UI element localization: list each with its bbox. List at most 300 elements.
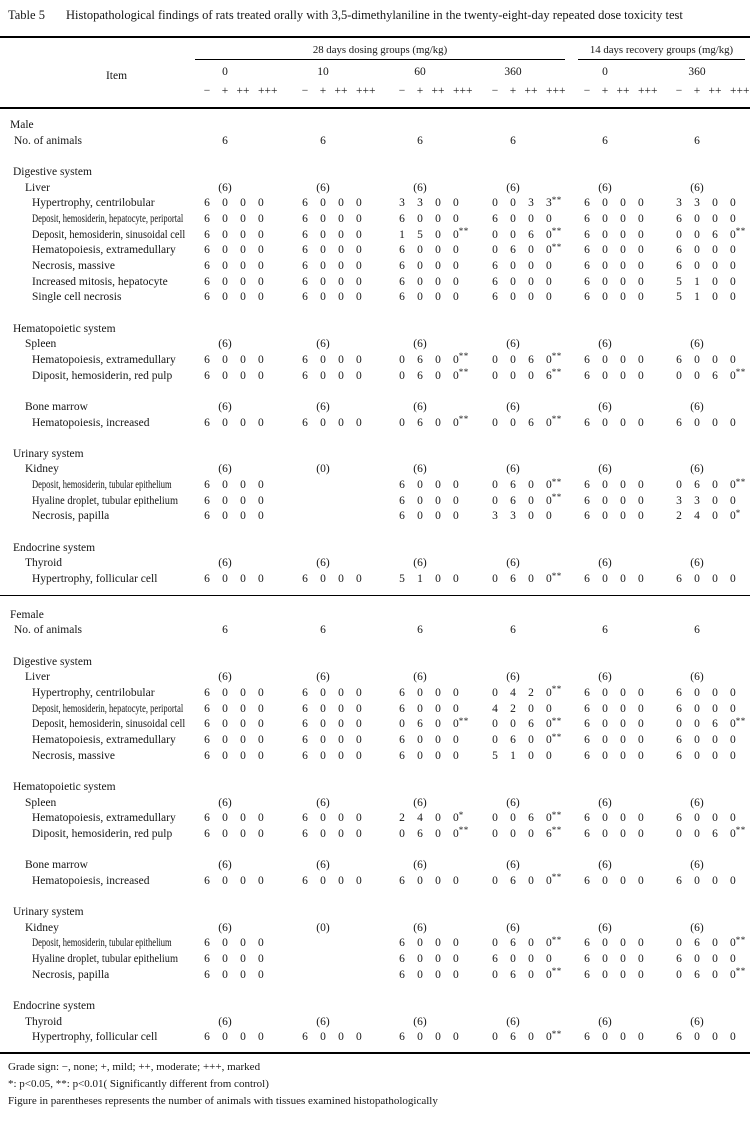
organ-name bbox=[0, 858, 195, 874]
no-of-animals-label bbox=[0, 623, 195, 639]
grade-count-cell: 0 bbox=[528, 874, 534, 887]
grade-count-cell: 6 bbox=[204, 353, 210, 366]
grade-count-cell: 0 bbox=[417, 734, 423, 746]
grade-count-cell: 0 bbox=[676, 827, 682, 840]
dose-header-group-2 bbox=[390, 65, 483, 82]
footnote-line: *: p<0.05, **: p<0.01( Significantly different from control) bbox=[8, 1078, 269, 1090]
grade-sign-header-row bbox=[195, 82, 750, 102]
grade-count-cell: 1 bbox=[694, 275, 700, 288]
finding-label bbox=[0, 275, 195, 291]
grade-count-cell: 6 bbox=[399, 874, 405, 887]
grade-count-cell: 0 bbox=[222, 494, 228, 507]
grade-count-cell: 0 bbox=[338, 749, 344, 762]
system-row bbox=[0, 655, 750, 671]
grade-count-cell: 6 bbox=[399, 275, 405, 288]
grade-count-cell: 0 bbox=[620, 874, 626, 887]
significance-stars: ** bbox=[735, 966, 746, 977]
grade-count-cell: 0 bbox=[620, 275, 626, 288]
grade-count-cell: 0 bbox=[528, 260, 534, 272]
finding-group-5 bbox=[667, 290, 750, 306]
row-label-text: Hematopoiesis, extramedullary bbox=[32, 812, 176, 825]
grade-count-cell: 0 bbox=[435, 718, 441, 731]
examined-count: (6) bbox=[316, 400, 330, 413]
grade-count-cell: 0* bbox=[730, 507, 741, 523]
grade-count-cell: 0 bbox=[492, 874, 498, 887]
finding-group-1 bbox=[293, 811, 390, 827]
grade-count-cell: 0 bbox=[712, 197, 718, 210]
grade-count-cell: 0 bbox=[453, 212, 459, 225]
grade-count-cell: 0 bbox=[620, 702, 626, 715]
grade-count-cell: 0** bbox=[730, 715, 746, 731]
examined-group-1 bbox=[293, 337, 390, 353]
grade-count-cell: 0 bbox=[492, 1031, 498, 1044]
system-name bbox=[0, 780, 195, 796]
animal-count-group-4 bbox=[575, 134, 667, 150]
grade-count-cell: 0 bbox=[492, 494, 498, 507]
grade-count-cell: 0 bbox=[620, 416, 626, 429]
grade-count-cell: 6 bbox=[584, 874, 590, 887]
grade-count-cell: 6 bbox=[399, 494, 405, 507]
finding-group-2 bbox=[390, 702, 483, 718]
grade-count-cell: 0 bbox=[602, 827, 608, 840]
grade-count-cell: 0 bbox=[222, 510, 228, 523]
examined-count: (6) bbox=[690, 921, 704, 934]
grade-count-cell: 0 bbox=[222, 734, 228, 746]
examined-count: (0) bbox=[316, 921, 330, 934]
grade-count-cell: 0 bbox=[602, 573, 608, 585]
grade-count-cell: 6 bbox=[528, 228, 534, 241]
grade-count-cell: 0 bbox=[492, 353, 498, 366]
finding-group-3 bbox=[483, 702, 575, 718]
grade-count-cell: 0 bbox=[528, 275, 534, 288]
grade-count-cell: 6 bbox=[204, 812, 210, 825]
finding-group-4 bbox=[575, 353, 667, 369]
grade-count-cell: 0 bbox=[240, 369, 246, 382]
examined-count: (6) bbox=[218, 921, 232, 934]
finding-label bbox=[0, 416, 195, 432]
grade-count-cell: 6 bbox=[302, 874, 308, 887]
finding-group-1 bbox=[293, 936, 390, 952]
grade-count-cell: 0 bbox=[258, 749, 264, 762]
finding-group-0 bbox=[195, 369, 293, 385]
grade-count-cell: 0 bbox=[356, 812, 362, 825]
significance-stars: ** bbox=[735, 476, 746, 487]
finding-row bbox=[0, 827, 750, 843]
dose-level: 0 bbox=[602, 66, 608, 78]
finding-group-2 bbox=[390, 936, 483, 952]
grade-count-cell: 0 bbox=[417, 1031, 423, 1044]
row-label-text: Deposit, hemosiderin, hepatocyte, periportal bbox=[32, 702, 184, 715]
grade-count-cell: 0 bbox=[258, 734, 264, 746]
significance-stars: ** bbox=[551, 492, 562, 503]
grade-count-cell: 0 bbox=[528, 937, 534, 950]
grade-count-cell: 0 bbox=[638, 1031, 644, 1044]
grade-count-cell: 6 bbox=[302, 197, 308, 210]
grade-count-cell: 0 bbox=[528, 479, 534, 492]
examined-group-2 bbox=[390, 921, 483, 937]
grade-count-cell: 0 bbox=[546, 212, 552, 225]
grade-count-cell: 0 bbox=[258, 212, 264, 225]
grade-count-cell: 6 bbox=[302, 260, 308, 272]
grade-count-cell: 6 bbox=[676, 416, 682, 429]
grade-count-cell: 0 bbox=[320, 197, 326, 210]
grade-count-cell: 0 bbox=[712, 812, 718, 825]
grade-count-cell: 0 bbox=[338, 197, 344, 210]
grade-count-cell: 0 bbox=[435, 874, 441, 887]
grade-count-cell: 0 bbox=[694, 573, 700, 585]
finding-group-3 bbox=[483, 228, 575, 244]
grade-count-cell: 0 bbox=[712, 874, 718, 887]
grade-count-cell: 0 bbox=[528, 1031, 534, 1044]
grade-count-cell: 0 bbox=[356, 212, 362, 225]
grade-count-cell: 0 bbox=[602, 718, 608, 731]
grade-count-cell: 0 bbox=[730, 244, 736, 257]
examined-group-3 bbox=[483, 462, 575, 478]
grade-count-cell: 0 bbox=[638, 416, 644, 429]
significance-stars: ** bbox=[551, 367, 562, 378]
grade-count-cell: 6 bbox=[204, 686, 210, 699]
grade-count-cell: 0 bbox=[356, 291, 362, 304]
grade-sign: ++ bbox=[431, 85, 445, 97]
grade-count-cell: 0 bbox=[320, 573, 326, 585]
grade-count-cell: 6 bbox=[492, 212, 498, 225]
finding-group-3 bbox=[483, 494, 575, 510]
grade-count-cell: 0 bbox=[320, 416, 326, 429]
grade-count-cell: 0 bbox=[694, 718, 700, 731]
grade-count-cell: 0 bbox=[320, 749, 326, 762]
grade-count-cell: 0 bbox=[338, 244, 344, 257]
row-label-text: Spleen bbox=[25, 796, 57, 809]
animal-count-group-0 bbox=[195, 623, 293, 639]
grade-count-cell: 6 bbox=[204, 244, 210, 257]
grade-count-cell: 1 bbox=[399, 228, 405, 241]
significance-stars: ** bbox=[551, 241, 562, 252]
system-name bbox=[0, 655, 195, 671]
examined-count: (6) bbox=[413, 463, 427, 476]
significance-stars: ** bbox=[735, 367, 746, 378]
grade-count-cell: 0 bbox=[435, 275, 441, 288]
grade-count-cell: 0 bbox=[712, 686, 718, 699]
grade-count-cell: 0 bbox=[712, 749, 718, 762]
grade-sign: +++ bbox=[258, 85, 278, 97]
grade-count-cell: 5 bbox=[417, 228, 423, 241]
grade-count-cell: 0 bbox=[620, 291, 626, 304]
grade-count-cell: 6 bbox=[584, 812, 590, 825]
grade-count-cell: 6 bbox=[302, 734, 308, 746]
grade-count-cell: 0 bbox=[222, 260, 228, 272]
sign-header-group-4 bbox=[575, 84, 667, 102]
grade-count-cell: 0 bbox=[712, 937, 718, 950]
grade-count-cell: 0 bbox=[258, 953, 264, 966]
finding-label bbox=[0, 702, 195, 718]
grade-count-cell: 0 bbox=[528, 212, 534, 225]
examined-count: (6) bbox=[506, 796, 520, 809]
significance-stars: ** bbox=[551, 715, 562, 726]
grade-count-cell: 0 bbox=[258, 260, 264, 272]
examined-count: (6) bbox=[413, 671, 427, 684]
grade-count-cell: 0 bbox=[453, 686, 459, 699]
examined-group-2 bbox=[390, 670, 483, 686]
grade-count-cell: 0 bbox=[240, 874, 246, 887]
grade-count-cell: 3 bbox=[694, 494, 700, 507]
grade-count-cell: 0 bbox=[694, 749, 700, 762]
grade-count-cell: 6 bbox=[204, 874, 210, 887]
grade-count-cell: 6 bbox=[492, 291, 498, 304]
significance-stars: ** bbox=[458, 351, 469, 362]
grade-count-cell: 6 bbox=[417, 416, 423, 429]
finding-group-2 bbox=[390, 290, 483, 306]
grade-count-cell: 0** bbox=[453, 351, 469, 366]
grade-count-cell: 0 bbox=[435, 228, 441, 241]
examined-count: (6) bbox=[218, 671, 232, 684]
examined-group-2 bbox=[390, 400, 483, 416]
grade-count-cell: 0 bbox=[399, 718, 405, 731]
grade-count-cell: 6 bbox=[417, 718, 423, 731]
grade-count-cell: 0 bbox=[258, 686, 264, 699]
finding-label bbox=[0, 874, 195, 890]
grade-count-cell: 6 bbox=[584, 275, 590, 288]
grade-count-cell: 0 bbox=[240, 244, 246, 257]
finding-label bbox=[0, 228, 195, 244]
finding-group-1 bbox=[293, 702, 390, 718]
grade-sign: − bbox=[398, 85, 406, 97]
grade-count-cell: 0** bbox=[453, 226, 469, 241]
finding-group-3 bbox=[483, 275, 575, 291]
grade-count-cell: 0 bbox=[492, 718, 498, 731]
grade-count-cell: 5 bbox=[492, 749, 498, 762]
grade-count-cell: 0 bbox=[338, 369, 344, 382]
finding-group-1 bbox=[293, 369, 390, 385]
grade-count-cell: 0 bbox=[602, 291, 608, 304]
examined-count: (6) bbox=[413, 557, 427, 570]
row-label-text: Endocrine system bbox=[13, 999, 96, 1012]
grade-sign: ++ bbox=[236, 85, 250, 97]
examined-count: (6) bbox=[690, 400, 704, 413]
finding-group-3 bbox=[483, 509, 575, 525]
grade-count-cell: 6 bbox=[584, 291, 590, 304]
grade-count-cell: 6 bbox=[528, 718, 534, 731]
grade-count-cell: 0 bbox=[356, 573, 362, 585]
grade-count-cell: 0 bbox=[546, 260, 552, 272]
grade-count-cell: 6 bbox=[204, 749, 210, 762]
grade-count-cell: 0 bbox=[528, 749, 534, 762]
grade-count-cell: 6 bbox=[676, 212, 682, 225]
grade-count-cell: 0* bbox=[453, 809, 464, 825]
grade-count-cell: 0 bbox=[492, 827, 498, 840]
significance-stars: ** bbox=[551, 809, 562, 820]
grade-count-cell: 0 bbox=[320, 228, 326, 241]
grade-count-cell: 6 bbox=[584, 702, 590, 715]
grade-count-cell: 0 bbox=[258, 702, 264, 715]
grade-count-cell: 0 bbox=[620, 734, 626, 746]
grade-count-cell: 0 bbox=[676, 968, 682, 981]
grade-count-cell: 6 bbox=[204, 275, 210, 288]
grade-count-cell: 6 bbox=[204, 718, 210, 731]
grade-count-cell: 6 bbox=[712, 718, 718, 731]
significance-stars: ** bbox=[551, 1028, 562, 1039]
grade-sign: +++ bbox=[546, 85, 566, 97]
grade-count-cell: 0 bbox=[222, 369, 228, 382]
examined-group-0 bbox=[195, 670, 293, 686]
grade-count-cell: 6 bbox=[204, 197, 210, 210]
grade-count-cell: 6 bbox=[399, 937, 405, 950]
grade-count-cell: 6 bbox=[399, 244, 405, 257]
grade-count-cell: 0 bbox=[510, 353, 516, 366]
system-row bbox=[0, 541, 750, 557]
grade-count-cell: 6 bbox=[694, 479, 700, 492]
animal-count: 6 bbox=[694, 624, 700, 637]
row-label-text: Necrosis, massive bbox=[32, 260, 116, 272]
finding-group-4 bbox=[575, 827, 667, 843]
grade-count-cell: 0 bbox=[453, 573, 459, 585]
finding-group-3 bbox=[483, 827, 575, 843]
finding-group-2 bbox=[390, 196, 483, 212]
grade-count-cell: 0 bbox=[602, 369, 608, 382]
examined-group-1 bbox=[293, 1015, 390, 1031]
finding-group-1 bbox=[293, 733, 390, 749]
grade-count-cell: 0 bbox=[435, 212, 441, 225]
finding-group-4 bbox=[575, 478, 667, 494]
grade-count-cell: 6 bbox=[204, 734, 210, 746]
grade-count-cell: 0 bbox=[602, 353, 608, 366]
footnote-line: Figure in parentheses represents the number of animals with tissues examined histopathologically bbox=[8, 1095, 438, 1107]
grade-count-cell: 0 bbox=[712, 353, 718, 366]
animal-count-group-4 bbox=[575, 623, 667, 639]
grade-count-cell: 0 bbox=[620, 353, 626, 366]
finding-label bbox=[0, 717, 195, 733]
finding-group-1 bbox=[293, 827, 390, 843]
animal-count-group-3 bbox=[483, 623, 575, 639]
finding-group-3 bbox=[483, 196, 575, 212]
examined-count: (6) bbox=[506, 921, 520, 934]
finding-group-1 bbox=[293, 717, 390, 733]
grade-count-cell: 0 bbox=[712, 573, 718, 585]
examined-count: (6) bbox=[218, 338, 232, 351]
examined-group-4 bbox=[575, 337, 667, 353]
examined-count: (6) bbox=[690, 557, 704, 570]
grade-count-cell: 0 bbox=[620, 510, 626, 523]
examined-group-4 bbox=[575, 556, 667, 572]
finding-group-5 bbox=[667, 968, 750, 984]
examined-count: (6) bbox=[506, 557, 520, 570]
grade-count-cell: 0 bbox=[320, 812, 326, 825]
significance-stars: ** bbox=[458, 367, 469, 378]
system-row bbox=[0, 165, 750, 181]
dose-level-row bbox=[195, 60, 750, 82]
grade-count-cell: 0 bbox=[338, 686, 344, 699]
grade-count-cell: 6 bbox=[676, 702, 682, 715]
item-column-header: Item bbox=[105, 70, 128, 82]
row-label-text: Urinary system bbox=[13, 906, 84, 918]
animal-count-group-0 bbox=[195, 134, 293, 150]
grade-count-cell: 0 bbox=[240, 1031, 246, 1044]
grade-count-cell: 6 bbox=[510, 734, 516, 746]
grade-count-cell: 0 bbox=[492, 686, 498, 699]
grade-count-cell: 0 bbox=[338, 718, 344, 731]
organ-row bbox=[0, 796, 750, 812]
grade-count-cell: 6 bbox=[584, 968, 590, 981]
grade-count-cell: 6 bbox=[204, 968, 210, 981]
grade-count-cell: 0 bbox=[258, 1031, 264, 1044]
finding-group-4 bbox=[575, 509, 667, 525]
grade-count-cell: 3 bbox=[492, 510, 498, 523]
grade-count-cell: 0 bbox=[453, 734, 459, 746]
grade-count-cell: 6 bbox=[399, 291, 405, 304]
grade-count-cell: 0 bbox=[453, 291, 459, 304]
finding-row bbox=[0, 416, 750, 432]
finding-group-4 bbox=[575, 369, 667, 385]
finding-group-2 bbox=[390, 686, 483, 702]
grade-count-cell: 0 bbox=[338, 260, 344, 272]
row-label-text: Kidney bbox=[25, 463, 59, 476]
row-label-text: Hypertrophy, centrilobular bbox=[32, 686, 155, 699]
grade-count-cell: 6 bbox=[204, 510, 210, 523]
grade-count-cell: 0 bbox=[546, 953, 552, 966]
finding-group-0 bbox=[195, 827, 293, 843]
finding-group-4 bbox=[575, 749, 667, 765]
grade-count-cell: 6 bbox=[204, 494, 210, 507]
finding-group-0 bbox=[195, 243, 293, 259]
examined-count: (6) bbox=[218, 400, 232, 413]
grade-count-cell: 0 bbox=[258, 510, 264, 523]
grade-count-cell: 0 bbox=[453, 510, 459, 523]
grade-count-cell: 0 bbox=[435, 749, 441, 762]
grade-count-cell: 0 bbox=[694, 369, 700, 382]
examined-count: (6) bbox=[598, 1015, 612, 1028]
examined-group-1 bbox=[293, 670, 390, 686]
examined-group-4 bbox=[575, 858, 667, 874]
grade-count-cell: 0 bbox=[638, 260, 644, 272]
grade-count-cell: 0 bbox=[528, 968, 534, 981]
grade-count-cell: 0 bbox=[620, 212, 626, 225]
grade-count-cell: 0 bbox=[338, 228, 344, 241]
organ-name bbox=[0, 670, 195, 686]
finding-group-4 bbox=[575, 733, 667, 749]
grade-count-cell: 0** bbox=[546, 570, 562, 585]
finding-label bbox=[0, 572, 195, 588]
significance-stars: ** bbox=[551, 414, 562, 424]
grade-sign: +++ bbox=[638, 85, 658, 97]
animal-count-group-2 bbox=[390, 623, 483, 639]
examined-group-2 bbox=[390, 462, 483, 478]
grade-count-cell: 0** bbox=[730, 476, 746, 492]
finding-group-2 bbox=[390, 968, 483, 984]
examined-count: (6) bbox=[598, 400, 612, 413]
grade-count-cell: 0 bbox=[240, 494, 246, 507]
grade-count-cell: 0 bbox=[240, 686, 246, 699]
grade-count-cell: 0 bbox=[417, 874, 423, 887]
examined-group-0 bbox=[195, 462, 293, 478]
grade-count-cell: 0 bbox=[258, 479, 264, 492]
grade-count-cell: 6 bbox=[676, 244, 682, 257]
animal-count-group-1 bbox=[293, 134, 390, 150]
row-label-text: Bone marrow bbox=[25, 859, 88, 872]
finding-group-4 bbox=[575, 686, 667, 702]
grade-count-cell: 0 bbox=[620, 968, 626, 981]
grade-count-cell: 0** bbox=[546, 684, 562, 699]
grade-count-cell: 0 bbox=[602, 275, 608, 288]
finding-group-1 bbox=[293, 572, 390, 588]
finding-group-3 bbox=[483, 243, 575, 259]
significance-stars: ** bbox=[458, 226, 469, 237]
grade-count-cell: 0 bbox=[258, 718, 264, 731]
finding-row bbox=[0, 353, 750, 369]
dose-header-group-0 bbox=[195, 65, 293, 82]
organ-name bbox=[0, 462, 195, 478]
row-label-text: Single cell necrosis bbox=[32, 291, 122, 304]
finding-group-2 bbox=[390, 275, 483, 291]
grade-count-cell: 0 bbox=[620, 718, 626, 731]
